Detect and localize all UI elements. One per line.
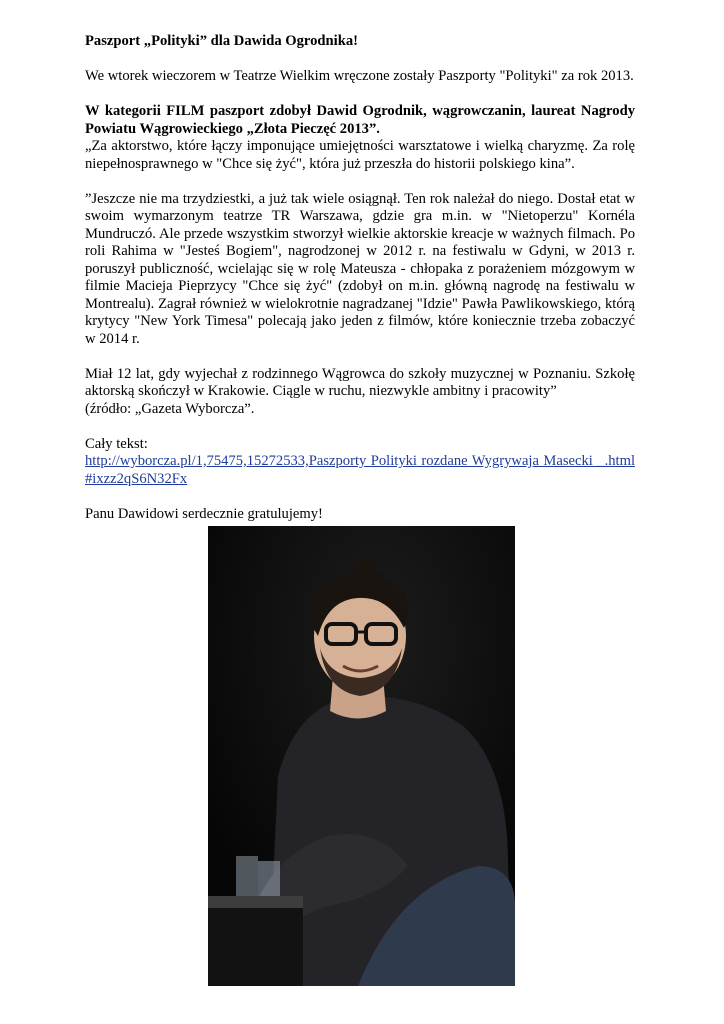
lead-bold-paragraph: W kategorii FILM paszport zdobył Dawid Ogrodnik, wągrowczanin, laureat Nagrody Powiatu Wągrowieckiego „Złota Pieczęć 2013”.: [85, 103, 635, 137]
actor-photo: [208, 526, 515, 986]
lead-quote: „Za aktorstwo, które łączy imponujące umiejętności warsztatowe i wielką charyzmę. Za rolę niepełnosprawnego w "Chce się żyć", która już przeszła do historii polskiego kina”.: [85, 138, 635, 172]
closing-quote: Miał 12 lat, gdy wyjechał z rodzinnego Wągrowca do szkoły muzycznej w Poznaniu. Szkołę aktorską skończył w Krakowie. Ciągle w ruchu, niezwykle ambitny i pracowity”: [85, 365, 635, 399]
congratulations-text: Panu Dawidowi serdecznie gratulujemy!: [85, 505, 323, 522]
full-text-label: Cały tekst:: [85, 435, 148, 452]
intro-paragraph: We wtorek wieczorem w Teatrze Wielkim wręczone zostały Paszporty "Polityki" za rok 2013.: [85, 68, 634, 84]
source-attribution: (źródło: „Gazeta Wyborcza”.: [85, 400, 255, 417]
article-title: Paszport „Polityki” dla Dawida Ogrodnika!: [85, 33, 358, 49]
article-link[interactable]: http://wyborcza.pl/1,75475,15272533,Paszporty Polityki rozdane Wygrywaja Masecki _.html#ixzz2qS6N32Fx: [85, 453, 635, 487]
body-paragraph: ”Jeszcze nie ma trzydziestki, a już tak wiele osiągnął. Ten rok należał do niego. Dostał etat w swoim wymarzonym teatrze TR Warszawa, gdzie gra m.in. w "Nietoperzu" Kornéla Mundruczó. Ale przede wszystkim stworzył wielkie aktorskie kreacje w ważnych filmach. Po roli Rahima w "Jesteś Bogiem", nagrodzonej w 2012 r. na festiwalu w Gdyni, w 2013 r. poruszył publiczność, wcielając się w rolę Mateusza - chłopaka z porażeniem mózgowym w filmie Macieja Pieprzycy "Chce się żyć" (zdobył on m.in. główną nagrodę na festiwalu w Montrealu). Zagrał również w wielokrotnie nagradzanej "Idzie" Pawła Pawlikowskiego, którą krytycy "New York Timesa" polecają jako jeden z filmów, które koniecznie trzeba zobaczyć w 2014 r.: [85, 190, 635, 347]
article-body: [85, 33, 635, 523]
actor-photo-illustration: [208, 526, 515, 986]
